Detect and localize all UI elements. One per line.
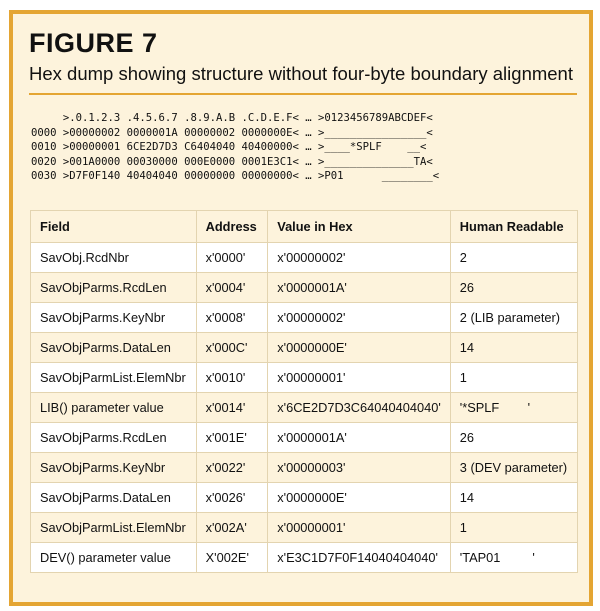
table-row (31, 333, 578, 363)
cell-address: x'0008' (196, 303, 268, 333)
cell-hex: x'0000000E' (268, 483, 451, 513)
cell-hex: x'00000002' (268, 243, 451, 273)
cell-field: SavObjParmList.ElemNbr (31, 513, 197, 543)
cell-field: DEV() parameter value (31, 543, 197, 573)
cell-readable: 2 (450, 243, 577, 273)
cell-readable: 14 (450, 483, 577, 513)
cell-readable: 1 (450, 363, 577, 393)
figure-title: Hex dump showing structure without four-byte boundary alignment (29, 63, 573, 84)
cell-address: x'0004' (196, 273, 268, 303)
cell-hex: x'0000000E' (268, 333, 451, 363)
header-field: Field (31, 211, 197, 243)
cell-hex: x'0000001A' (268, 423, 451, 453)
cell-field: SavObjParms.DataLen (31, 333, 197, 363)
table-row (31, 423, 578, 453)
hex-dump-line: 0010 >00000001 6CE2D7D3 C6404040 40400000< … >____*SPLF __< (31, 141, 427, 153)
cell-field: SavObj.RcdNbr (31, 243, 197, 273)
cell-field: SavObjParmList.ElemNbr (31, 363, 197, 393)
cell-address: x'001E' (196, 423, 268, 453)
cell-address: x'002A' (196, 513, 268, 543)
table-row (31, 393, 578, 423)
cell-readable: 14 (450, 333, 577, 363)
hex-dump-line: 0000 >00000002 0000001A 00000002 0000000E< … >________________< (31, 126, 433, 139)
cell-readable: 26 (450, 273, 577, 303)
cell-hex: x'E3C1D7F0F14040404040' (268, 543, 451, 573)
table-row (31, 513, 578, 543)
cell-field: SavObjParms.KeyNbr (31, 303, 197, 333)
cell-address: x'0022' (196, 453, 268, 483)
table-row (31, 453, 578, 483)
cell-readable: 3 (DEV parameter) (450, 453, 577, 483)
cell-hex: x'00000001' (268, 363, 451, 393)
cell-readable: 26 (450, 423, 577, 453)
cell-hex: x'00000003' (268, 453, 451, 483)
cell-field: SavObjParms.KeyNbr (31, 453, 197, 483)
cell-readable: '*SPLF ' (450, 393, 577, 423)
cell-readable: 2 (LIB parameter) (450, 303, 577, 333)
table-row (31, 363, 578, 393)
field-table (30, 210, 578, 573)
cell-field: SavObjParms.DataLen (31, 483, 197, 513)
hex-dump (31, 111, 439, 184)
header-value-hex: Value in Hex (268, 211, 451, 243)
cell-hex: x'00000002' (268, 303, 451, 333)
cell-hex: x'6CE2D7D3C64040404040' (268, 393, 451, 423)
cell-hex: x'0000001A' (268, 273, 451, 303)
cell-readable: 1 (450, 513, 577, 543)
cell-field: LIB() parameter value (31, 393, 197, 423)
cell-address: x'0010' (196, 363, 268, 393)
cell-address: x'0014' (196, 393, 268, 423)
hex-dump-line: >.0.1.2.3 .4.5.6.7 .8.9.A.B .C.D.E.F< … >0123456789ABCDEF< (31, 112, 433, 124)
figure-label: FIGURE 7 (29, 28, 158, 58)
cell-readable: 'TAP01 ' (450, 543, 577, 573)
cell-address: x'0026' (196, 483, 268, 513)
table-row (31, 303, 578, 333)
hex-dump-line: 0030 >D7F0F140 40404040 00000000 00000000< … >P01 ________< (31, 170, 440, 182)
hex-dump-line: 0020 >001A0000 00030000 000E0000 0001E3C1< … >______________TA< (31, 155, 433, 168)
table-header-row (31, 211, 578, 243)
cell-address: x'000C' (196, 333, 268, 363)
cell-address: x'0000' (196, 243, 268, 273)
cell-hex: x'00000001' (268, 513, 451, 543)
table-row (31, 543, 578, 573)
figure-panel (9, 10, 593, 606)
header-human-readable: Human Readable (450, 211, 577, 243)
cell-field: SavObjParms.RcdLen (31, 423, 197, 453)
table-row (31, 243, 578, 273)
cell-field: SavObjParms.RcdLen (31, 273, 197, 303)
cell-address: X'002E' (196, 543, 268, 573)
title-divider (29, 93, 577, 95)
table-row (31, 483, 578, 513)
header-address: Address (196, 211, 268, 243)
table-row (31, 273, 578, 303)
